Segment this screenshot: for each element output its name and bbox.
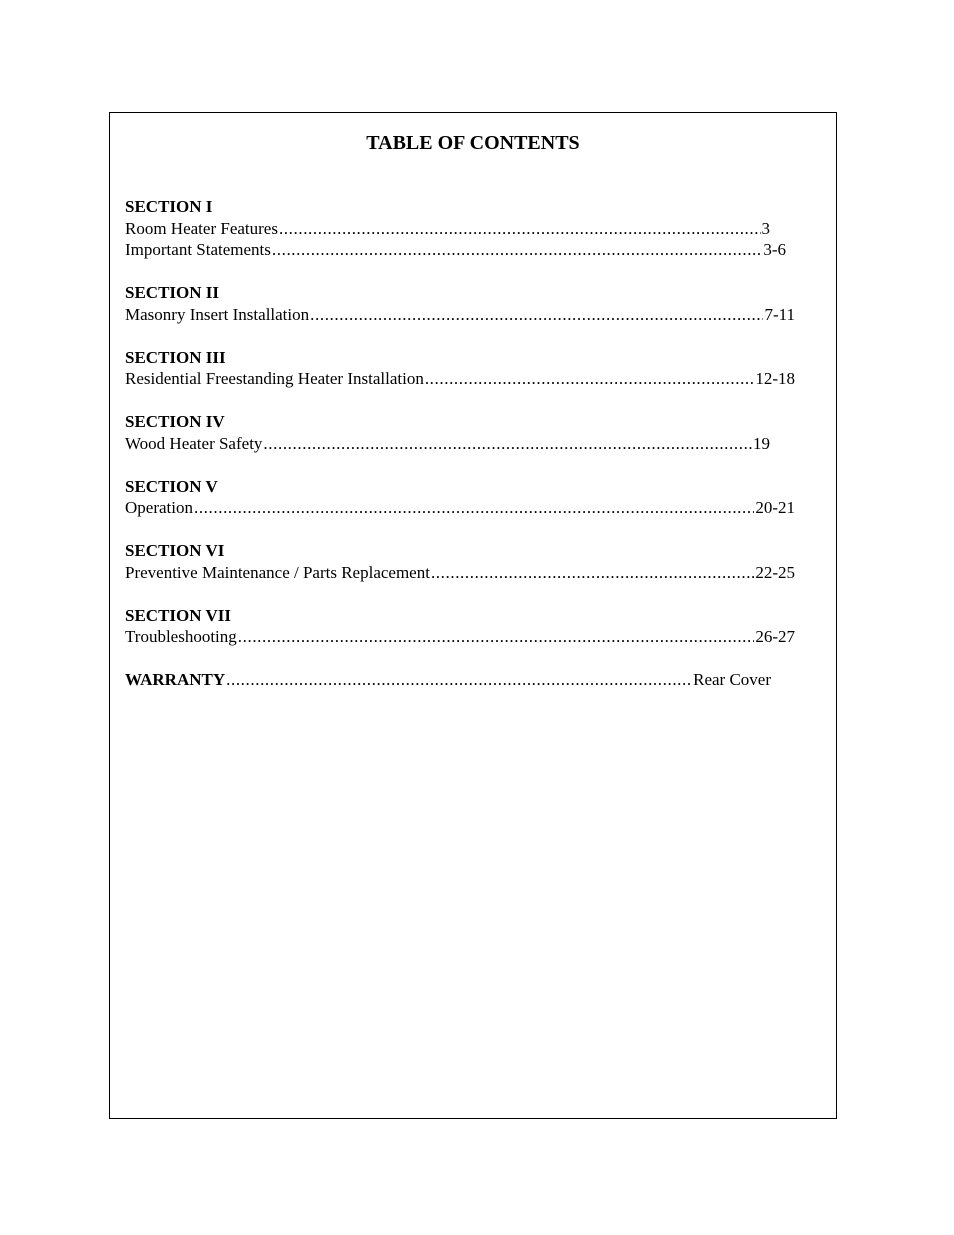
- toc-entry-important-statements[interactable]: [125, 239, 786, 260]
- toc-entry-operation[interactable]: [125, 497, 795, 518]
- dot-leader: [425, 368, 755, 389]
- dot-leader: [431, 562, 754, 583]
- entry-page: 7-11: [764, 305, 795, 324]
- entry-label: Operation: [125, 498, 193, 517]
- entry-label: Residential Freestanding Heater Installation: [125, 369, 424, 388]
- dot-leader: [226, 669, 692, 690]
- dot-leader: [263, 433, 752, 454]
- toc-entry-preventive-maintenance[interactable]: [125, 562, 795, 583]
- section-heading: SECTION V: [125, 477, 218, 496]
- dot-leader: [272, 239, 762, 260]
- page-title: TABLE OF CONTENTS: [366, 132, 580, 154]
- entry-page: 3: [761, 219, 770, 238]
- toc-entry-troubleshooting[interactable]: [125, 626, 795, 647]
- entry-page: 20-21: [755, 498, 795, 517]
- toc-entry-warranty[interactable]: [125, 669, 771, 690]
- section-heading: SECTION III: [125, 348, 226, 367]
- toc-entry-masonry-insert-installation[interactable]: [125, 304, 795, 325]
- section-heading: SECTION IV: [125, 412, 225, 431]
- section-heading: SECTION II: [125, 283, 220, 302]
- entry-label: Masonry Insert Installation: [125, 305, 310, 324]
- dot-leader: [238, 626, 755, 647]
- section-heading: SECTION I: [125, 197, 213, 216]
- entry-label: WARRANTY: [125, 670, 226, 689]
- dot-leader: [279, 218, 761, 239]
- toc-entry-residential-freestanding-heater-installation[interactable]: [125, 368, 795, 389]
- entry-page: Rear Cover: [693, 670, 771, 689]
- entry-label: Troubleshooting: [125, 627, 237, 646]
- entry-page: 12-18: [755, 369, 795, 388]
- toc-frame: [109, 112, 837, 1119]
- section-heading: SECTION VI: [125, 541, 225, 560]
- toc-entry-wood-heater-safety[interactable]: [125, 433, 770, 454]
- entry-label: Room Heater Features: [125, 219, 278, 238]
- dot-leader: [310, 304, 763, 325]
- toc-entry-room-heater-features[interactable]: [125, 218, 770, 239]
- entry-label: Wood Heater Safety: [125, 434, 263, 453]
- entry-label: Preventive Maintenance / Parts Replacement: [125, 563, 430, 582]
- entry-page: 22-25: [755, 563, 795, 582]
- entry-page: 3-6: [763, 240, 786, 259]
- entry-label: Important Statements: [125, 240, 271, 259]
- dot-leader: [194, 497, 754, 518]
- entry-page: 26-27: [755, 627, 795, 646]
- entry-page: 19: [753, 434, 770, 453]
- section-heading: SECTION VII: [125, 606, 231, 625]
